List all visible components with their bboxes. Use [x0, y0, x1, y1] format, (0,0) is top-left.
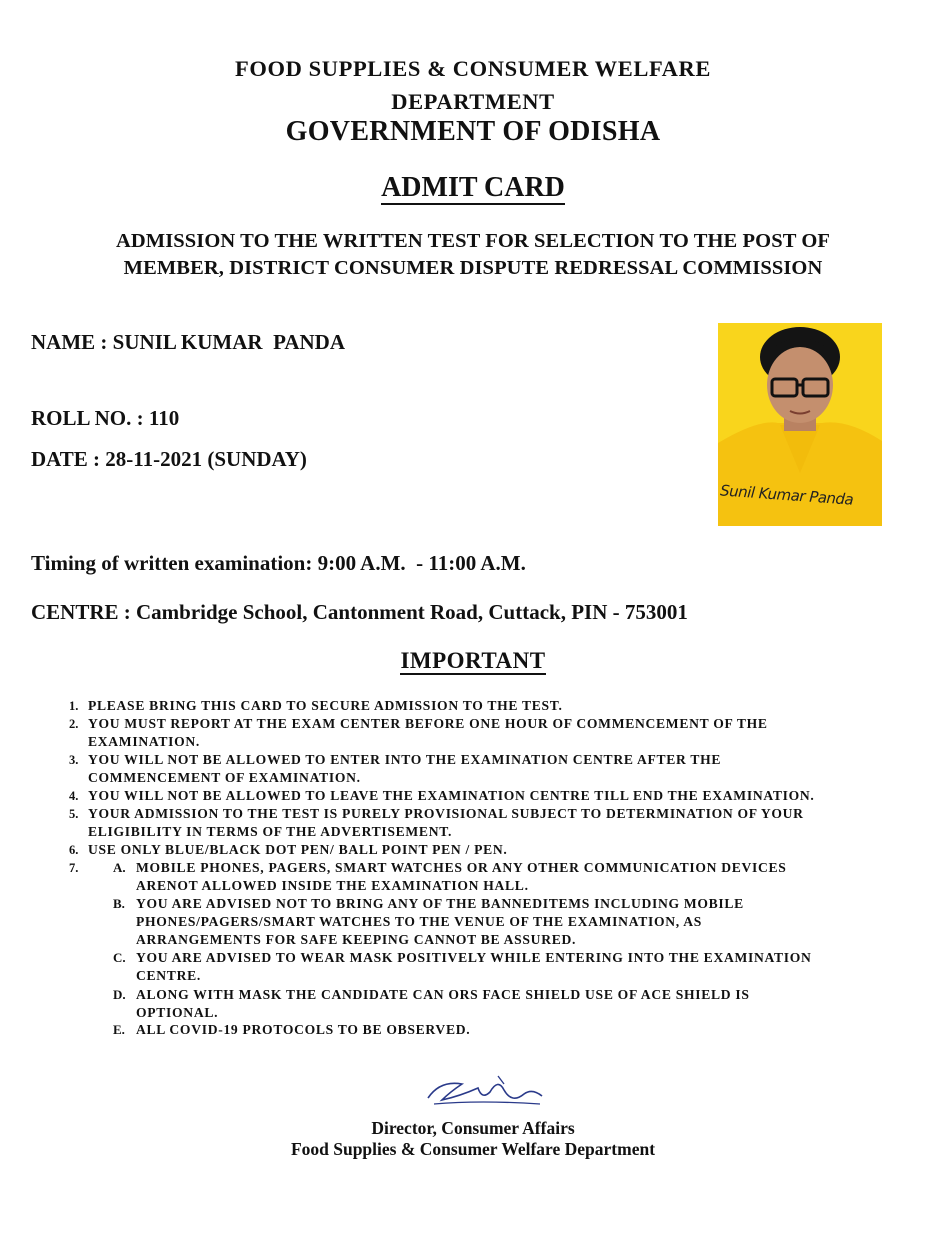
sub-instruction-line: YOU ARE ADVISED NOT TO BRING ANY OF THE BANNEDITEMS INCLUDING MOBILE — [136, 896, 744, 911]
instruction-number: 6. — [69, 843, 79, 857]
instruction-line: YOUR ADMISSION TO THE TEST IS PURELY PROVISIONAL SUBJECT TO DETERMINATION OF YOUR — [88, 806, 804, 821]
admit-card-title — [0, 172, 946, 204]
roll-number: ROLL NO. : 110 — [31, 406, 180, 430]
instruction-number: 5. — [69, 807, 79, 821]
instruction-line: EXAMINATION. — [88, 734, 200, 749]
sub-instruction-line: OPTIONAL. — [136, 1005, 219, 1020]
sub-instruction-line: YOU ARE ADVISED TO WEAR MASK POSITIVELY WHILE ENTERING INTO THE EXAMINATION — [136, 950, 812, 965]
instruction-line: ELIGIBILITY IN TERMS OF THE ADVERTISEMENT. — [88, 824, 453, 839]
sub-instruction-letter: E. — [113, 1022, 125, 1037]
instruction-line: USE ONLY BLUE/BLACK DOT PEN/ BALL POINT PEN / PEN. — [88, 842, 508, 857]
sub-instruction-line: CENTRE. — [136, 968, 201, 983]
sub-instruction-letter: B. — [113, 896, 125, 911]
important-heading — [0, 648, 946, 674]
director-signature — [420, 1070, 550, 1112]
photo-signature: Sunil Kumar Panda — [719, 481, 854, 509]
sub-instruction-line: ALONG WITH MASK THE CANDIDATE CAN ORS FACE SHIELD USE OF ACE SHIELD IS — [136, 987, 750, 1002]
director-designation: Director, Consumer Affairs — [371, 1118, 575, 1138]
instruction-line: COMMENCEMENT OF EXAMINATION. — [88, 770, 361, 785]
admit-card-title-text: ADMIT CARD — [381, 172, 565, 203]
candidate-photo — [718, 323, 882, 526]
sub-instruction-line: MOBILE PHONES, PAGERS, SMART WATCHES OR ANY OTHER COMMUNICATION DEVICES — [136, 860, 787, 875]
exam-timing: Timing of written examination: 9:00 A.M. - 11:00 A.M. — [31, 551, 526, 575]
director-department: Food Supplies & Consumer Welfare Department — [290, 1139, 656, 1159]
sub-instruction-line: ALL COVID-19 PROTOCOLS TO BE OBSERVED. — [136, 1022, 471, 1037]
sub-instruction-letter: A. — [113, 860, 126, 875]
sub-instruction-line: ARRANGEMENTS FOR SAFE KEEPING CANNOT BE ASSURED. — [136, 932, 577, 947]
candidate-name: NAME : SUNIL KUMAR PANDA — [31, 330, 346, 354]
instruction-number: 3. — [69, 753, 79, 767]
government-title: GOVERNMENT OF ODISHA — [285, 116, 661, 147]
instruction-number: 4. — [69, 789, 79, 803]
important-heading-text: IMPORTANT — [400, 648, 546, 673]
exam-centre: CENTRE : Cambridge School, Cantonment Road, Cuttack, PIN - 753001 — [31, 600, 688, 624]
subtitle-line2: MEMBER, DISTRICT CONSUMER DISPUTE REDRESSAL COMMISSION — [123, 257, 823, 279]
sub-instruction-line: PHONES/PAGERS/SMART WATCHES TO THE VENUE OF THE EXAMINATION, AS — [136, 914, 702, 929]
sub-instruction-letter: C. — [113, 950, 126, 965]
instruction-number: 2. — [69, 717, 79, 731]
instruction-line: PLEASE BRING THIS CARD TO SECURE ADMISSION TO THE TEST. — [88, 698, 563, 713]
department-title-line1: FOOD SUPPLIES & CONSUMER WELFARE — [235, 56, 711, 81]
exam-date: DATE : 28-11-2021 (SUNDAY) — [31, 447, 307, 471]
instruction-line: YOU WILL NOT BE ALLOWED TO LEAVE THE EXAMINATION CENTRE TILL END THE EXAMINATION. — [88, 788, 815, 803]
instruction-number: 7. — [69, 861, 79, 875]
instruction-line: YOU MUST REPORT AT THE EXAM CENTER BEFORE ONE HOUR OF COMMENCEMENT OF THE — [88, 716, 768, 731]
instruction-number: 1. — [69, 699, 79, 713]
subtitle-line1: ADMISSION TO THE WRITTEN TEST FOR SELECTION TO THE POST OF — [115, 230, 831, 252]
sub-instruction-letter: D. — [113, 987, 126, 1002]
instruction-line: YOU WILL NOT BE ALLOWED TO ENTER INTO THE EXAMINATION CENTRE AFTER THE — [88, 752, 722, 767]
department-title-line2: DEPARTMENT — [391, 89, 555, 114]
sub-instruction-line: ARENOT ALLOWED INSIDE THE EXAMINATION HALL. — [136, 878, 529, 893]
